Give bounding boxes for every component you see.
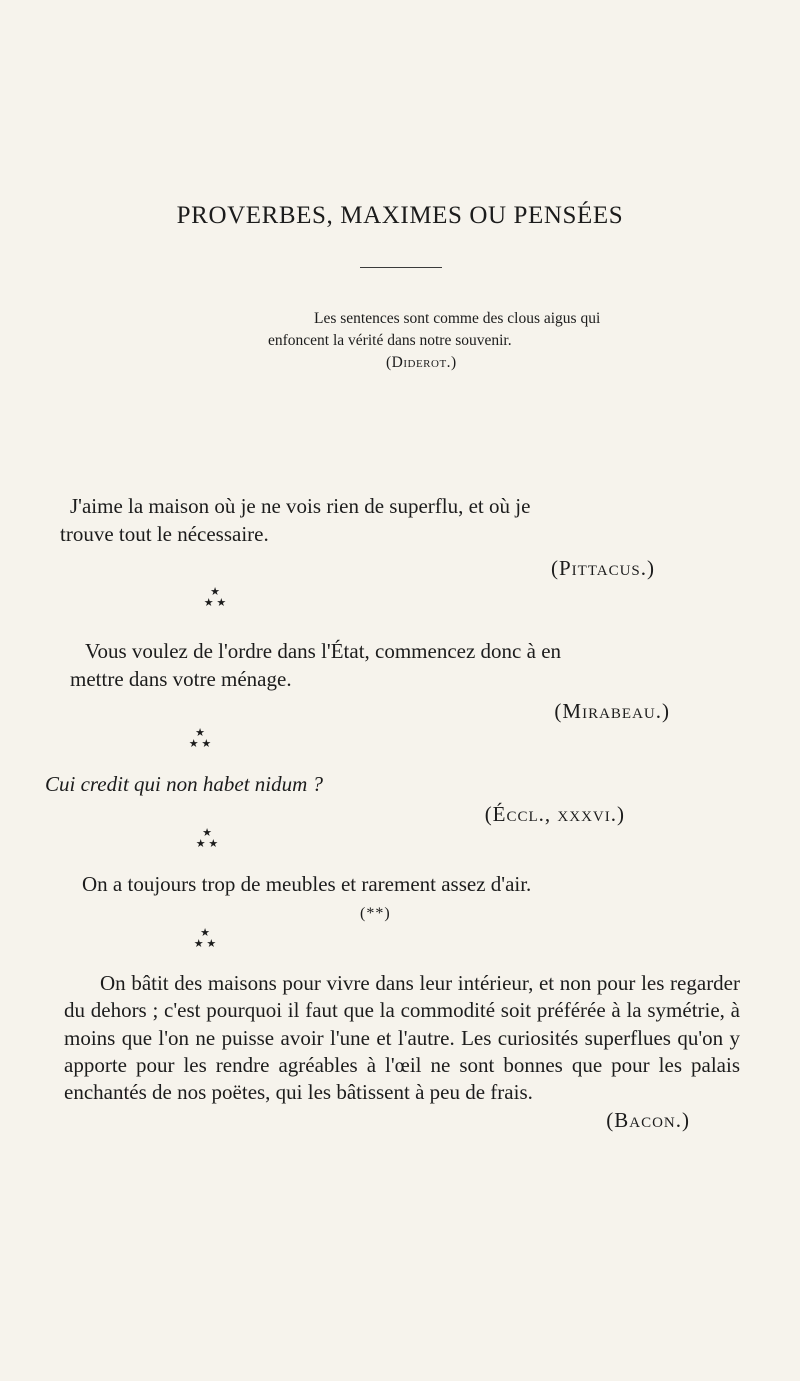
maxim-attribution: (Pittacus.)	[550, 556, 655, 580]
epigraph-line-2: enfoncent la vérité dans notre souvenir.	[268, 332, 512, 349]
maxim-text-line: trouve tout le nécessaire.	[60, 522, 269, 546]
title-rule	[360, 267, 442, 268]
maxim-entry	[82, 870, 720, 928]
maxim-entry	[60, 492, 720, 582]
maxim-paragraph: On bâtit des maisons pour vivre dans leur intérieur, et non pour les regarder du dehors ; c'est pourquoi il faut que la commodité soit préférée à la symétrie, à moins que l'on ne puisse avoir l'une et l'autre. Les curiosités superflues qu'on y apporte pour les rendre agréables à l'œil ne sont bonnes que pour les palais enchantés de nos poëtes, qui les bâtissent à peu de frais.	[64, 971, 740, 1105]
maxim-text-line: On a toujours trop de meubles et rarement assez d'air.	[82, 872, 532, 896]
maxim-attribution: (Bacon.)	[606, 1108, 690, 1133]
maxim-entry	[70, 637, 720, 725]
epigraph-attribution: (Diderot.)	[386, 354, 457, 371]
page-title: PROVERBES, MAXIMES OU PENSÉES	[176, 202, 624, 229]
maxim-attribution: (**)	[360, 905, 391, 922]
epigraph	[268, 308, 728, 374]
separator-stars: ★ ★ ★	[195, 827, 219, 850]
maxim-entry	[45, 770, 720, 828]
maxim-attribution: (Éccl., xxxvi.)	[484, 802, 625, 826]
separator-stars: ★ ★ ★	[193, 927, 217, 950]
maxim-text-line: Vous voulez de l'ordre dans l'État, commencez donc à en	[85, 639, 562, 663]
maxim-text-line: J'aime la maison où je ne vois rien de superflu, et où je	[70, 494, 531, 518]
separator-stars: ★ ★ ★	[188, 727, 212, 750]
maxim-text-line: mettre dans votre ménage.	[70, 667, 292, 691]
maxim-attribution: (Mirabeau.)	[554, 699, 670, 723]
epigraph-line-1: Les sentences sont comme des clous aigus qui	[314, 310, 601, 327]
separator-stars: ★ ★ ★	[203, 586, 227, 609]
maxim-entry	[64, 970, 740, 1134]
maxim-text-line: Cui credit qui non habet nidum ?	[45, 772, 324, 796]
